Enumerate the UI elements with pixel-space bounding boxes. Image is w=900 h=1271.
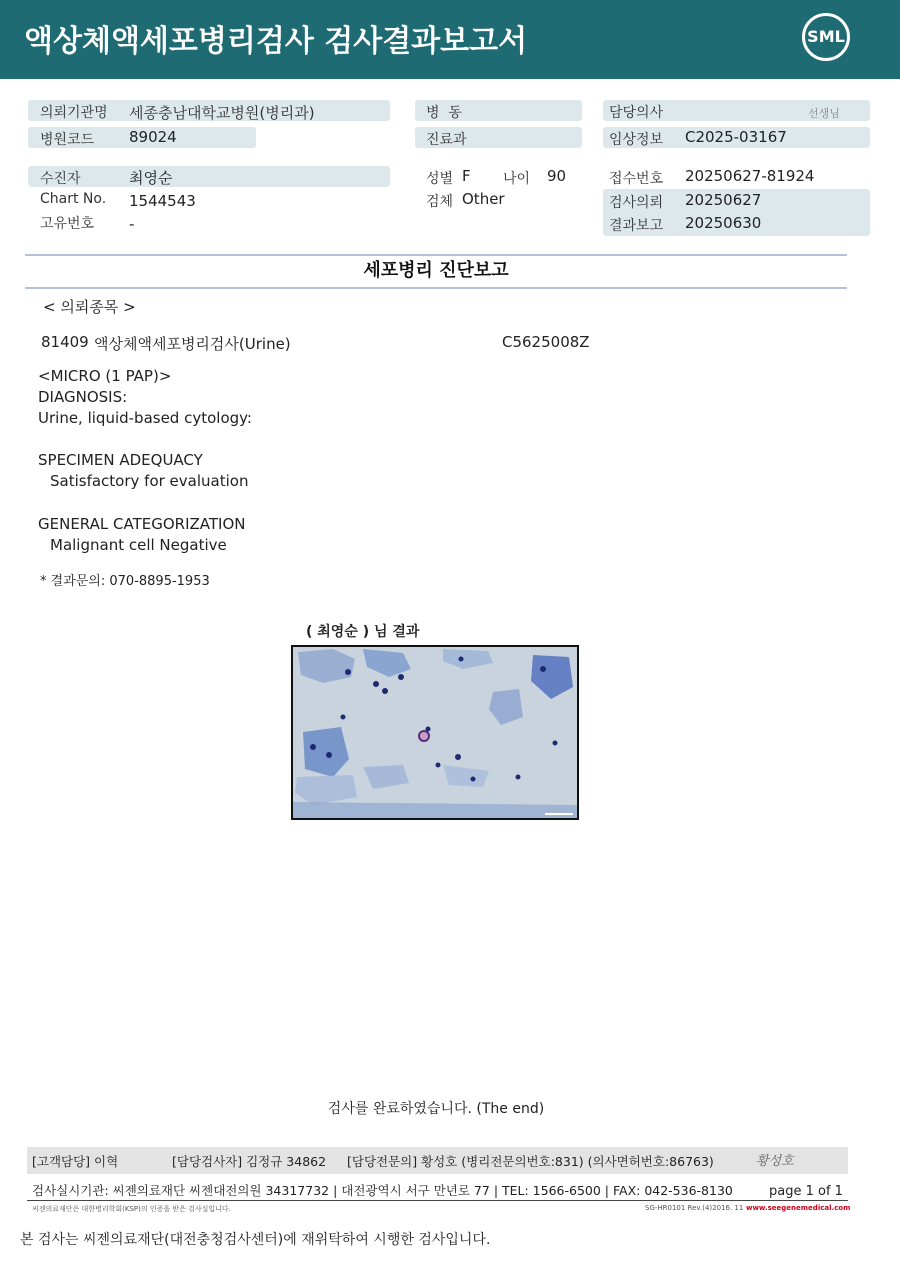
consignment-note: 본 검사는 씨젠의료재단(대전충청검사센터)에 재위탁하여 시행한 검사입니다. [20,1232,491,1248]
specimen-value: Other [462,190,505,208]
website-link[interactable]: www.seegenemedical.com [746,1204,851,1212]
categorization-value: Malignant cell Negative [50,536,227,554]
hospital-code-value: 89024 [129,128,177,146]
diagnosis-value: Urine, liquid-based cytology: [38,409,252,427]
chart-no-label: Chart No. [40,191,107,207]
request-institution-label: 의뢰기관명 [40,105,108,121]
receipt-no-value: 20250627-81924 [685,167,815,185]
order-name: 액상체액세포병리검사(Urine) [94,335,291,353]
age-value: 90 [547,167,567,185]
order-header: < 의뢰종목 > [43,298,136,316]
reported-date-value: 20250630 [685,214,762,232]
section-rule-bottom [25,287,847,289]
specimen-adequacy-value: Satisfactory for evaluation [50,472,249,490]
requested-date-label: 검사의뢰 [609,195,664,211]
request-institution-value: 세종충남대학교병원(병리과) [129,104,315,122]
specimen-label: 검체 [426,194,454,210]
department-label: 진료과 [426,132,467,148]
sml-logo: SML [802,13,850,61]
hospital-code-label: 병원코드 [40,132,95,148]
cytology-micrograph [293,647,577,818]
clinical-info-label: 임상정보 [609,132,664,148]
certification-note: 씨젠의료재단은 대한병리학회(KSP)의 인증을 받은 검사실입니다. [32,1205,231,1213]
reported-date-label: 결과보고 [609,218,664,234]
image-caption: ( 최영순 ) 님 결과 [306,624,420,640]
report-title: 액상체액세포병리검사 검사결과보고서 [24,24,528,59]
unique-id-value: - [129,215,135,233]
micro-line: <MICRO (1 PAP)> [38,367,172,385]
ward-label: 병 동 [426,105,462,121]
footer-rule [27,1200,848,1201]
diagnosis-label: DIAGNOSIS: [38,388,128,406]
age-label: 나이 [503,171,531,187]
signature: 황성호 [756,1154,794,1169]
specimen-adequacy-label: SPECIMEN ADEQUACY [38,451,203,469]
patient-name: 최영순 [129,169,173,187]
patient-label: 수진자 [40,171,81,187]
order-id: C5625008Z [502,333,590,351]
patient-row [28,166,390,187]
sex-value: F [462,167,471,185]
clinical-info-value: C2025-03167 [685,128,787,146]
specialist: [담당전문의] 황성호 (병리전문의번호:831) (의사면허번호:86763) [347,1154,714,1169]
chart-no-value: 1544543 [129,192,196,210]
unique-id-label: 고유번호 [40,216,95,232]
receipt-no-label: 접수번호 [609,171,664,187]
contact-note: * 결과문의: 070-8895-1953 [40,574,210,589]
doctor-suffix: 선생님 [808,107,840,120]
requested-date-value: 20250627 [685,191,762,209]
form-code: SG-HR0101 Rev.(4)2016. 11 [645,1204,744,1212]
cytology-image [291,645,579,820]
end-text: 검사를 완료하였습니다. (The end) [327,1101,545,1117]
institution-info: 검사실시기관: 씨젠의료재단 씨젠대전의원 34317732 | 대전광역시 서구 만년로 77 | TEL: 1566-6500 | FAX: 042-536-8130 [32,1183,733,1198]
order-code: 81409 [41,333,89,351]
sex-label: 성별 [426,171,454,187]
technician: [담당검사자] 김정규 34862 [172,1154,327,1169]
doctor-label: 담당의사 [609,105,664,121]
section-title: 세포병리 진단보고 [363,260,509,281]
customer-rep: [고객담당] 이혁 [32,1154,119,1169]
page-number: page 1 of 1 [769,1184,843,1199]
categorization-label: GENERAL CATEGORIZATION [38,515,246,533]
